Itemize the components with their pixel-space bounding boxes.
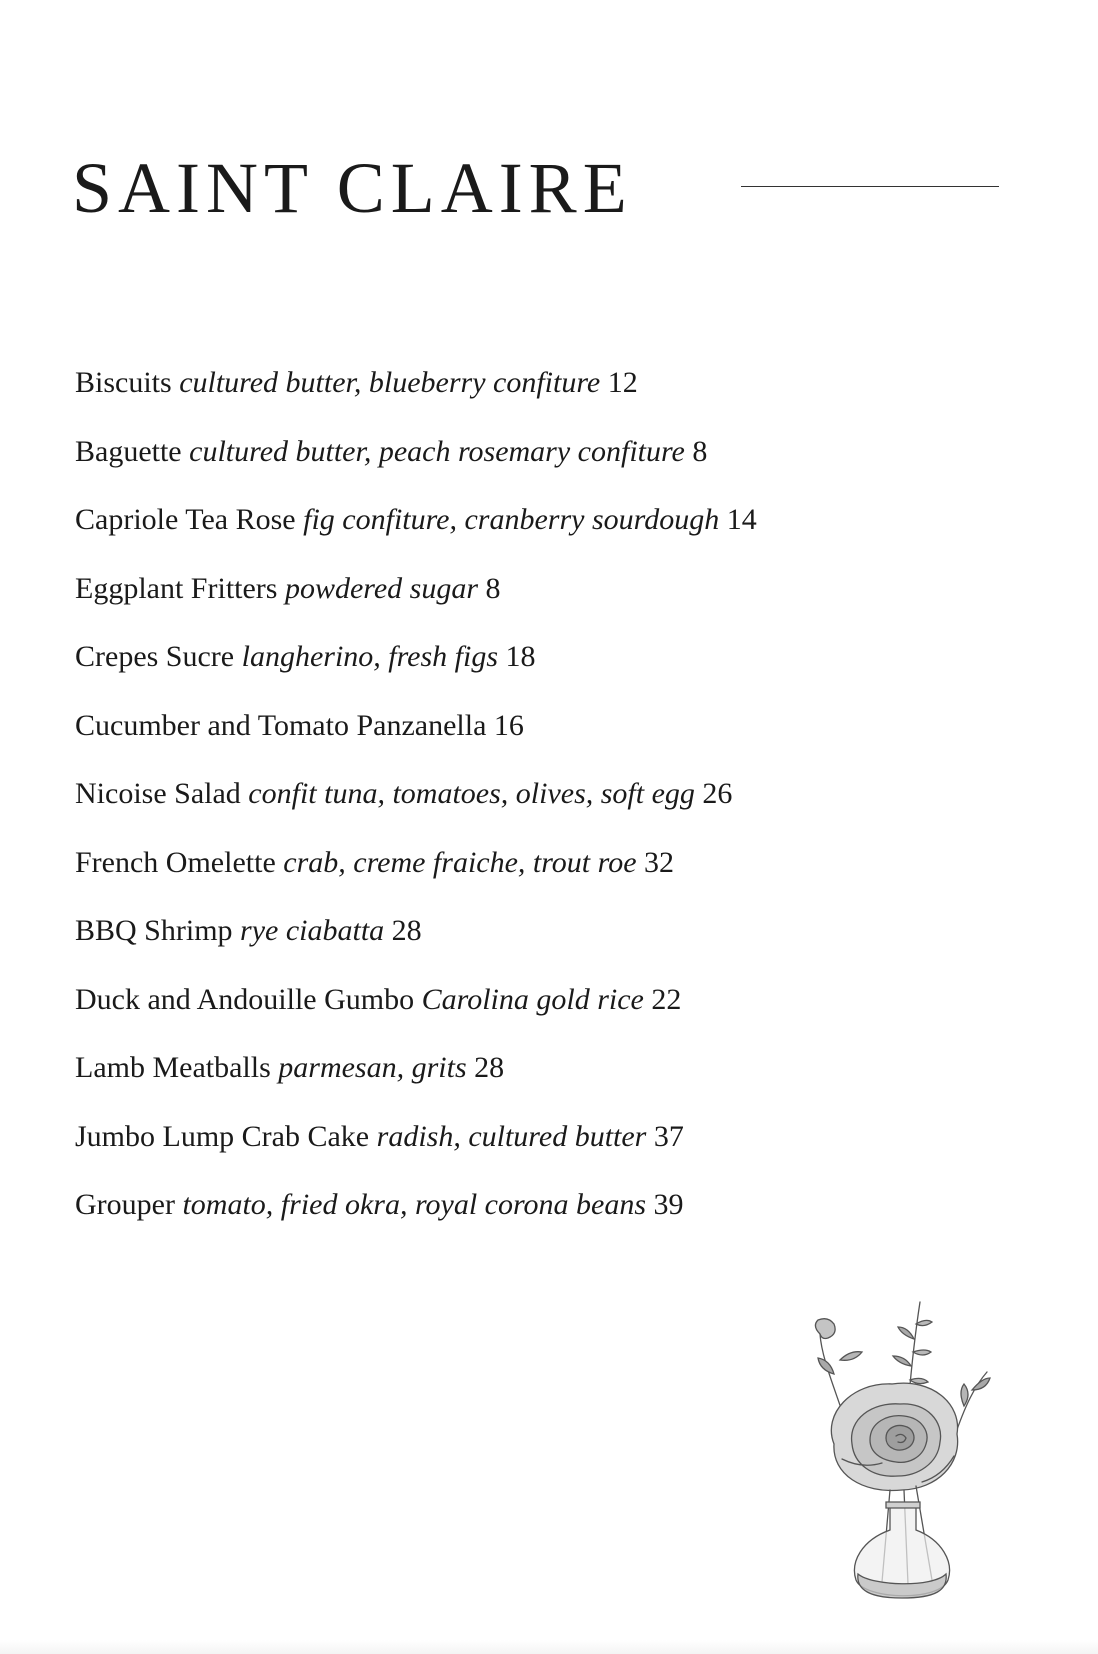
dish-description: langherino, fresh figs: [241, 640, 499, 673]
menu-item: [75, 363, 757, 432]
dish-price: 8: [692, 434, 708, 468]
dish-name: Baguette: [75, 434, 182, 468]
dish-name: French Omelette: [75, 845, 276, 879]
dish-price: 28: [474, 1051, 505, 1084]
dish-price: 32: [644, 845, 675, 879]
dish-price: 26: [702, 777, 733, 810]
menu-item: [75, 843, 757, 912]
menu-item: [75, 500, 757, 569]
dish-name: BBQ Shrimp: [75, 914, 233, 947]
dish-price: 39: [653, 1188, 684, 1221]
dish-price: 22: [651, 982, 682, 1016]
dish-description: Carolina gold rice: [421, 982, 644, 1016]
dish-description: rye ciabatta: [240, 914, 385, 947]
dish-name: Grouper: [75, 1188, 175, 1221]
dish-price: 12: [607, 366, 638, 399]
title-divider: [741, 186, 999, 187]
page-bottom-edge: [0, 1640, 1098, 1654]
restaurant-title: SAINT CLAIRE: [72, 148, 633, 228]
menu-item: [75, 569, 757, 638]
dish-description: crab, creme fraiche, trout roe: [283, 845, 637, 879]
menu-item: [75, 980, 757, 1049]
dish-name: Jumbo Lump Crab Cake: [75, 1119, 370, 1153]
dish-name: Crepes Sucre: [75, 640, 235, 673]
dish-name: Cucumber and Tomato Panzanella: [75, 708, 487, 742]
menu-item: [75, 1117, 757, 1186]
dish-name: Biscuits: [75, 366, 172, 399]
dish-price: 16: [493, 708, 524, 742]
dish-name: Nicoise Salad: [75, 777, 241, 810]
dish-name: Eggplant Fritters: [75, 571, 278, 605]
dish-price: 37: [653, 1119, 684, 1153]
dish-name: Capriole Tea Rose: [75, 503, 296, 536]
flower-vase-icon: [812, 1294, 992, 1604]
dish-price: 8: [485, 571, 501, 605]
dish-description: cultured butter, peach rosemary confiture: [189, 434, 685, 468]
dish-description: parmesan, grits: [278, 1051, 467, 1084]
dish-description: radish, cultured butter: [376, 1119, 647, 1153]
menu-list: [75, 363, 757, 1254]
dish-description: tomato, fried okra, royal corona beans: [182, 1188, 647, 1221]
dish-description: powdered sugar: [284, 571, 479, 605]
menu-item: [75, 911, 757, 980]
dish-price: 28: [391, 914, 422, 947]
dish-price: 18: [505, 640, 536, 673]
menu-item: [75, 1048, 757, 1117]
menu-item: [75, 637, 757, 706]
menu-item: [75, 432, 757, 501]
menu-item: [75, 1185, 757, 1254]
dish-description: fig confiture, cranberry sourdough: [303, 503, 720, 536]
dish-name: Duck and Andouille Gumbo: [75, 982, 415, 1016]
dish-price: 14: [726, 503, 757, 536]
menu-item: [75, 774, 757, 843]
dish-description: cultured butter, blueberry confiture: [179, 366, 601, 399]
menu-item: [75, 706, 757, 775]
dish-description: confit tuna, tomatoes, olives, soft egg: [248, 777, 695, 810]
dish-name: Lamb Meatballs: [75, 1051, 271, 1084]
